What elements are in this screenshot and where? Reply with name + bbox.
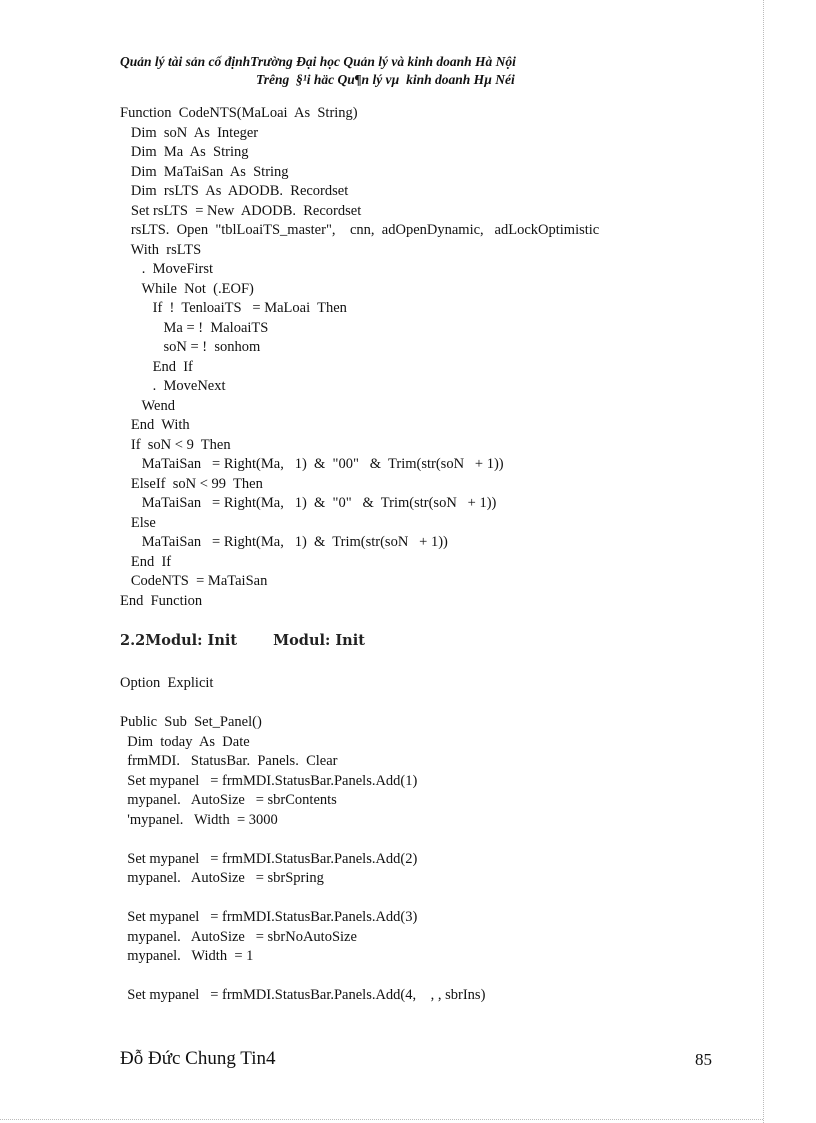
section-heading [120,632,365,649]
section-title: 2.2Modul: Init [120,632,238,649]
running-header-garbled: Trêng §¹i häc Qu¶n lý vµ kinh doanh Hµ Néi [256,72,515,87]
code-module-init: Option Explicit Public Sub Set_Panel() Dim today As Date frmMDI. StatusBar. Panels. Clear Set mypanel = frmMDI.StatusBar.Panels.Add(1) mypanel. AutoSize = sbrContents 'mypanel. Width = 3000 Set mypanel = frmMDI.StatusBar.Panels.Add(2) mypanel. AutoSize = sbrSpring Set mypanel = frmMDI.StatusBar.Panels.Add(3) mypanel. AutoSize = sbrNoAutoSize mypanel. Width = 1 Set mypanel = frmMDI.StatusBar.Panels.Add(4, , , sbrIns) [120,675,486,1003]
footer-author: Đỗ Đức Chung Tin4 [120,1048,276,1069]
page-number: 85 [695,1050,712,1069]
page-border-right [763,0,764,1123]
code-function-codents: Function CodeNTS(MaLoai As String) Dim soN As Integer Dim Ma As String Dim MaTaiSan As String Dim rsLTS As ADODB. Recordset Set rsLTS = New ADODB. Recordset rsLTS. Open "tblLoaiTS_master", cnn, adOpenDynamic, adLockOptimistic With rsLTS . MoveFirst While Not (.EOF) If ! TenloaiTS = MaLoai Then Ma = ! MaloaiTS soN = ! sonhom End If . MoveNext Wend End With If soN < 9 Then MaTaiSan = Right(Ma, 1) & "00" & Trim(str(soN + 1)) ElseIf soN < 99 Then MaTaiSan = Right(Ma, 1) & "0" & Trim(str(soN + 1)) Else MaTaiSan = Right(Ma, 1) & Trim(str(soN + 1)) End If CodeNTS = MaTaiSan End Function [120,105,600,609]
running-header-title: Quản lý tài sản cố địnhTrường Đại học Quản lý và kinh doanh Hà Nội [120,54,516,69]
section-title-repeat: Modul: Init [273,632,365,649]
page-border-bottom [0,1119,763,1120]
